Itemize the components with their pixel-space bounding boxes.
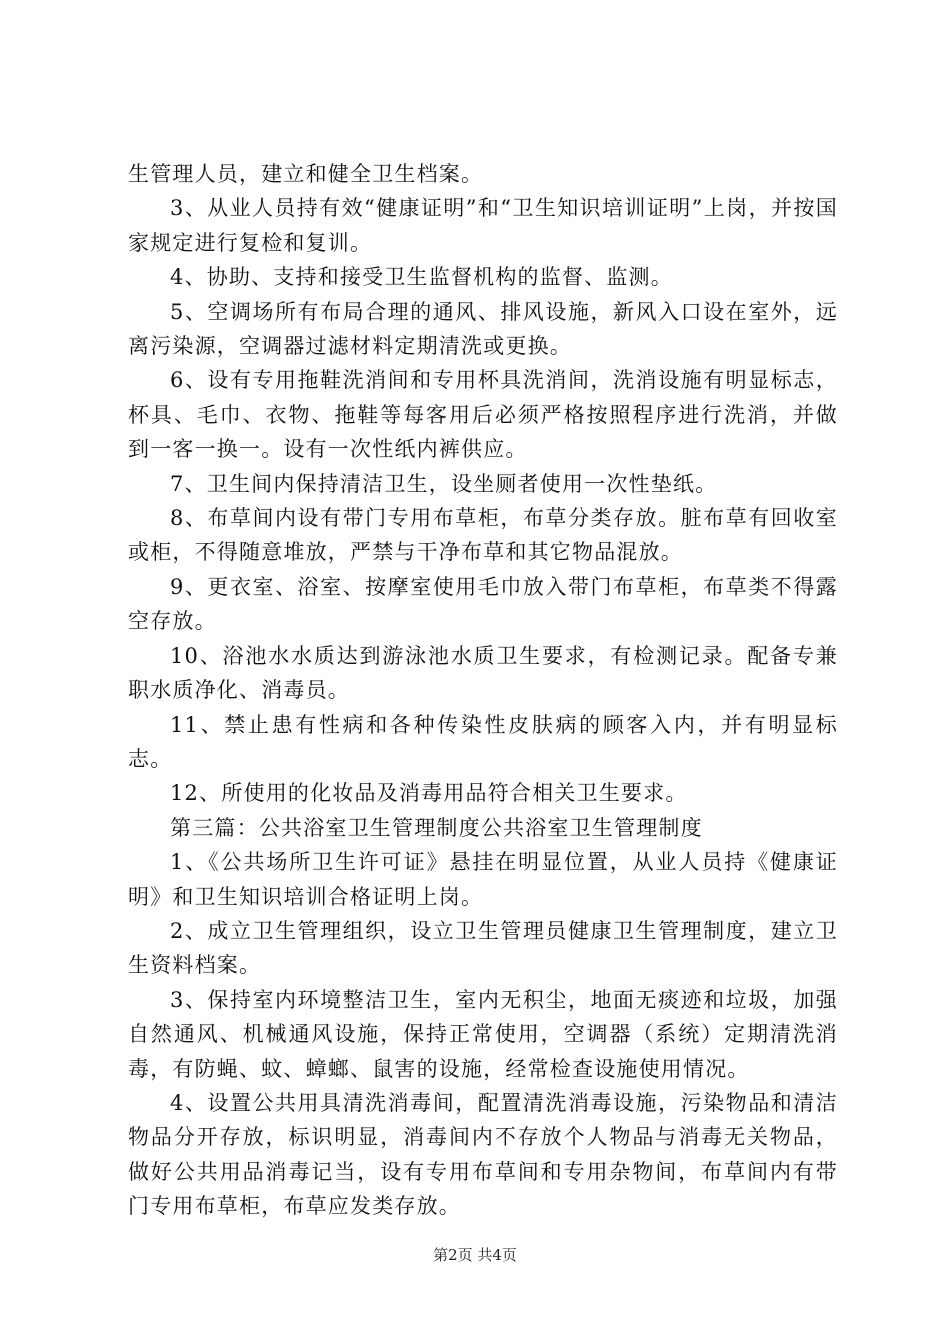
page-number-footer: 第2页 共4页 bbox=[433, 1246, 517, 1264]
section3-item-3: 3、保持室内环境整洁卫生，室内无积尘，地面无痰迹和垃圾，加强自然通风、机械通风设施，保持正常使用，空调器（系统）定期清洗消毒，有防蝇、蚊、蟑螂、鼠害的设施，经常检查设施使用情况。 bbox=[128, 987, 838, 1081]
section3-item-4: 4、设置公共用具清洗消毒间，配置清洗消毒设施，污染物品和清洁物品分开存放，标识明显，消毒间内不存放个人物品与消毒无关物品，做好公共用品消毒记当，设有专用布草间和专用杂物间，布草间内有带门专用布草柜，布草应发类存放。 bbox=[128, 1090, 838, 1219]
paragraph-item-10: 10、浴池水水质达到游泳池水质卫生要求，有检测记录。配备专兼职水质净化、消毒员。 bbox=[128, 643, 838, 703]
paragraph-item-6: 6、设有专用拖鞋洗消间和专用杯具洗消间，洗消设施有明显标志，杯具、毛巾、衣物、拖鞋等每客用后必须严格按照程序进行洗消，并做到一客一换一。设有一次性纸内裤供应。 bbox=[128, 368, 838, 462]
paragraph-item-3: 3、从业人员持有效“健康证明”和“卫生知识培训证明”上岗，并按国家规定进行复检和复训。 bbox=[128, 196, 838, 255]
paragraph-continuation: 生管理人员，建立和健全卫生档案。 bbox=[128, 162, 484, 186]
paragraph-item-8: 8、布草间内设有带门专用布草柜，布草分类存放。脏布草有回收室或柜，不得随意堆放，严禁与干净布草和其它物品混放。 bbox=[128, 506, 838, 565]
paragraph-item-5: 5、空调场所有布局合理的通风、排风设施，新风入口设在室外，远离污染源，空调器过滤材料定期清洗或更换。 bbox=[128, 299, 838, 359]
paragraph-item-11: 11、禁止患有性病和各种传染性皮肤病的顾客入内，并有明显标志。 bbox=[128, 712, 838, 771]
paragraph-item-12: 12、所使用的化妆品及消毒用品符合相关卫生要求。 bbox=[170, 781, 688, 806]
section3-item-1: 1、《公共场所卫生许可证》悬挂在明显位置，从业人员持《健康证明》和卫生知识培训合格证明上岗。 bbox=[128, 850, 838, 909]
section-heading: 第三篇：公共浴室卫生管理制度公共浴室卫生管理制度 bbox=[170, 815, 703, 840]
paragraph-item-4: 4、协助、支持和接受卫生监督机构的监督、监测。 bbox=[170, 265, 673, 290]
section3-item-2: 2、成立卫生管理组织，设立卫生管理员健康卫生管理制度，建立卫生资料档案。 bbox=[128, 918, 838, 978]
paragraph-item-7: 7、卫生间内保持清洁卫生，设坐厕者使用一次性垫纸。 bbox=[170, 471, 718, 496]
paragraph-item-9: 9、更衣室、浴室、按摩室使用毛巾放入带门布草柜，布草类不得露空存放。 bbox=[128, 574, 838, 634]
document-body bbox=[128, 157, 838, 1224]
